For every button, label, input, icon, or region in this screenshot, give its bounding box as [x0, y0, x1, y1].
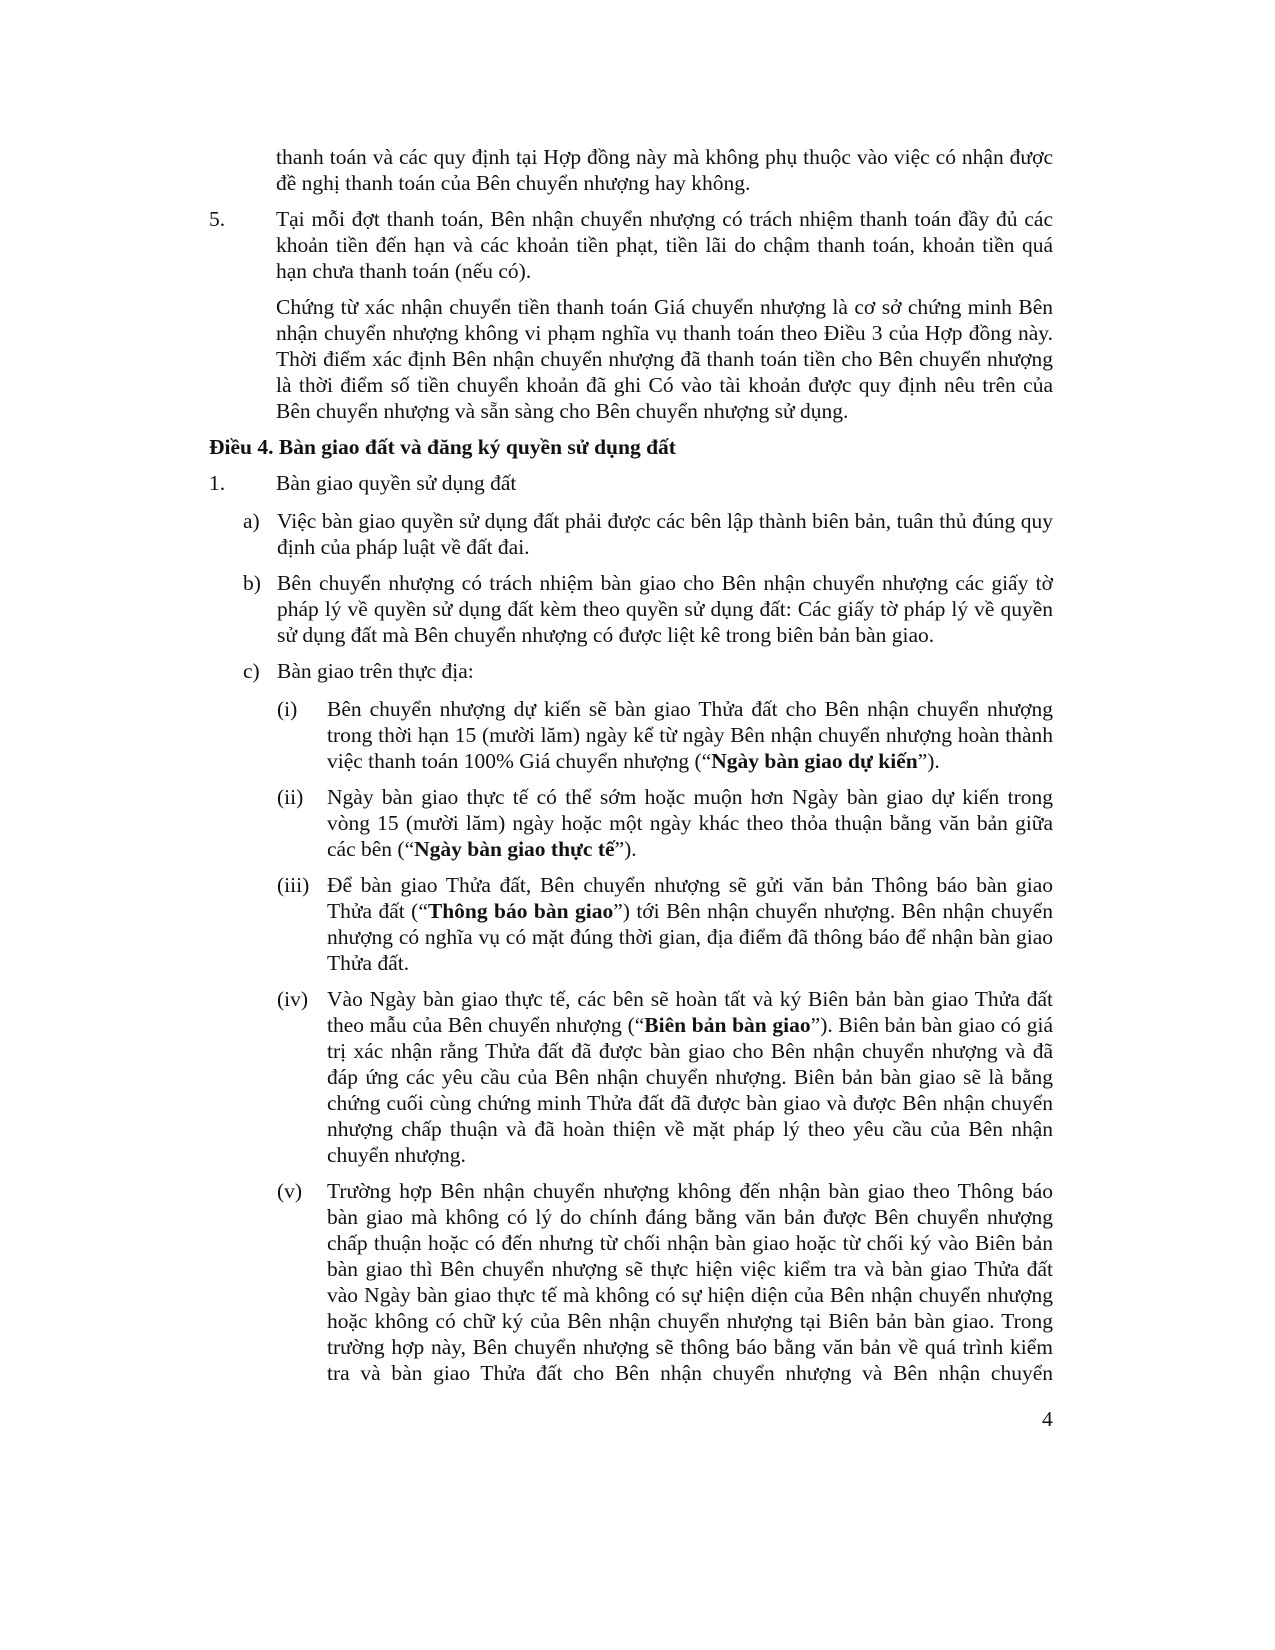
intro-continuation: thanh toán và các quy định tại Hợp đồng này mà không phụ thuộc vào việc có nhận được đề nghị thanh toán của Bên chuyển nhượng hay không. [276, 145, 1053, 195]
article-4-heading: Điều 4. Bàn giao đất và đăng ký quyền sử dụng đất [209, 435, 676, 459]
clause-b-text: Bên chuyển nhượng có trách nhiệm bàn giao cho Bên nhận chuyển nhượng các giấy tờ pháp lý về quyền sử dụng đất kèm theo quyền sử dụng đất: Các giấy tờ pháp lý về quyền sử dụng đất mà Bên chuyển nhượng có được liệt kê trong biên bản bàn giao. [277, 571, 1053, 647]
subclause-iv-label: (iv) [277, 987, 309, 1011]
subclause-v-text: Trường hợp Bên nhận chuyển nhượng không đến nhận bàn giao theo Thông báo bàn giao mà không có lý do chính đáng bằng văn bản được Bên chuyển nhượng chấp thuận hoặc có đến nhưng từ chối nhận bàn giao hoặc từ chối ký vào Biên bản bàn giao thì Bên chuyển nhượng sẽ thực hiện việc kiểm tra và bàn giao Thửa đất vào Ngày bàn giao thực tế mà không có sự hiện diện của Bên nhận chuyển nhượng hoặc không có chữ ký của Bên nhận chuyển nhượng tại Biên bản bàn giao. Trong trường hợp này, Bên chuyển nhượng sẽ thông báo bằng văn bản về quá trình kiểm tra và bàn giao Thửa đất cho Bên nhận chuyển nhượng và Bên nhận chuyển [327, 1179, 1053, 1385]
clause-b-label: b) [243, 571, 261, 595]
subclause-i-text: Bên chuyển nhượng dự kiến sẽ bàn giao Thửa đất cho Bên nhận chuyển nhượng trong thời hạn 15 (mười lăm) ngày kể từ ngày Bên nhận chuyển nhượng hoàn thành việc thanh toán 100% Giá chuyển nhượng (“Ngày bàn giao dự kiến”). [327, 697, 1053, 773]
subclause-iii-text: Để bàn giao Thửa đất, Bên chuyển nhượng sẽ gửi văn bản Thông báo bàn giao Thửa đất (“Thông báo bàn giao”) tới Bên nhận chuyển nhượng. Bên nhận chuyển nhượng có nghĩa vụ có mặt đúng thời gian, địa điểm đã thông báo để nhận bàn giao Thửa đất. [327, 873, 1053, 975]
defined-term-handover-notice: Thông báo bàn giao [427, 899, 614, 923]
defined-term-handover-record: Biên bản bàn giao [644, 1013, 811, 1037]
defined-term-actual-handover-date: Ngày bàn giao thực tế [414, 837, 615, 861]
defined-term-expected-handover-date: Ngày bàn giao dự kiến [711, 749, 918, 773]
clause-a-text: Việc bàn giao quyền sử dụng đất phải được các bên lập thành biên bản, tuân thủ đúng quy định của pháp luật về đất đai. [277, 509, 1053, 559]
article-4-item-1-title: Bàn giao quyền sử dụng đất [276, 471, 517, 495]
subclause-i-label: (i) [277, 697, 298, 721]
clause-c-text: Bàn giao trên thực địa: [277, 659, 474, 683]
subclause-ii-text: Ngày bàn giao thực tế có thể sớm hoặc muộn hơn Ngày bàn giao dự kiến trong vòng 15 (mười lăm) ngày hoặc một ngày khác theo thỏa thuận bằng văn bản giữa các bên (“Ngày bàn giao thực tế”). [327, 785, 1053, 861]
clause-a-label: a) [243, 509, 260, 533]
clause-c-label: c) [243, 659, 260, 683]
subclause-iv-text: Vào Ngày bàn giao thực tế, các bên sẽ hoàn tất và ký Biên bản bàn giao Thửa đất theo mẫu của Bên chuyển nhượng (“Biên bản bàn giao”). Biên bản bàn giao có giá trị xác nhận rằng Thửa đất đã được bàn giao cho Bên nhận chuyển nhượng và đã đáp ứng các yêu cầu của Bên nhận chuyển nhượng. Biên bản bàn giao sẽ là bằng chứng cuối cùng chứng minh Thửa đất đã được bàn giao và được Bên nhận chuyển nhượng chấp thuận và đã hoàn thiện về mặt pháp lý theo yêu cầu của Bên nhận chuyển nhượng. [327, 987, 1053, 1167]
page-number: 4 [1042, 1407, 1053, 1431]
subclause-iii-label: (iii) [277, 873, 310, 897]
subclause-v-label: (v) [277, 1179, 303, 1203]
item-5-text: Tại mỗi đợt thanh toán, Bên nhận chuyển nhượng có trách nhiệm thanh toán đầy đủ các khoản tiền đến hạn và các khoản tiền phạt, tiền lãi do chậm thanh toán, khoản tiền quá hạn chưa thanh toán (nếu có). [276, 207, 1053, 283]
item-5-paragraph-2: Chứng từ xác nhận chuyển tiền thanh toán Giá chuyển nhượng là cơ sở chứng minh Bên nhận chuyển nhượng không vi phạm nghĩa vụ thanh toán theo Điều 3 của Hợp đồng này. Thời điểm xác định Bên nhận chuyển nhượng đã thanh toán tiền cho Bên chuyển nhượng là thời điểm số tiền chuyển khoản đã ghi Có vào tài khoản được quy định nêu trên của Bên chuyển nhượng và sẵn sàng cho Bên chuyển nhượng sử dụng. [276, 295, 1053, 423]
article-4-item-1-number: 1. [209, 471, 226, 495]
subclause-ii-label: (ii) [277, 785, 304, 809]
item-5-number: 5. [209, 207, 226, 231]
